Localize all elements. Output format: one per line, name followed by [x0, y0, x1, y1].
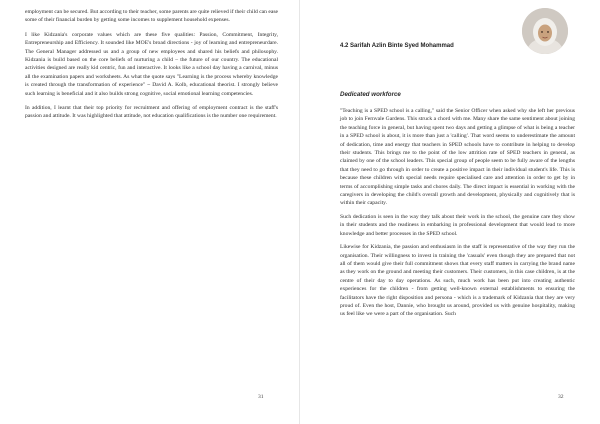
right-paragraph-1: "Teaching is a SPED school is a calling," said the Senior Officer when asked why she left her previous job to join Fernvale Gardens. This struck a chord with me. Many share the same sentiment about joining the teaching force in general, but having spent two days and getting a glimpse of what is being a teacher in a SPED school is about, it is more than just a 'calling'. That word seems to underestimate the amount of dedication, time and energy that teachers in SPED schools have to contribute in helping to develop their students. This brings me to the point of the low attrition rate of SPED teachers in general, as claimed by one of the school leaders. This special group of people seem to be fully aware of the lengths that they need to go through in order to create a positive impact in their individual student's life. This is because these children with special needs require specialised care and attention in order to get by in terms of accomplishing simple tasks and chores daily. The direct impact is essential in working with the caregivers in developing the child's overall growth and development, physically and cognitively that is within their capacity.	[340, 108, 575, 207]
section-subheading: Dedicated workforce	[340, 91, 401, 98]
page-number-right: 32	[558, 394, 564, 400]
right-paragraph-3: Likewise for Kidzania, the passion and enthusiasm in the staff is representative of the way they run the organisation. Their willingness to invest in training the 'casuals' even though they are prepared that not all of them would give their full commitment shows that every staff matters in carrying the brand name as they work on the ground and meeting their customers. Their customers, in this case children, is at the centre of their day to day operations. As such, much work has been put into creating authentic experiences for the children - from getting well-known external establishments to ensuring the facilitators have the right disposition and persona - which is a trademark of Kidzania that they are very proud of. Even the host, Dannie, who brought us around, provided us with genuine hospitality, making us feel like we were a part of the organisation. Such	[340, 244, 575, 318]
portrait-photo-icon	[522, 8, 568, 54]
right-body-text	[340, 107, 575, 324]
left-paragraph-2: I like Kidzania's corporate values which are these five qualities: Passion, Commitment, Integrity, Entrepreneurship and Efficiency. It sounded like MOE's broad directions - joy of learning and entrepreneurdare. The General Manager addressed us and a group of new employees and shared his beliefs and philosophy. Kidzania is build based on the core beliefs of nurturing a child – the future of our country. The educational activities designed are really kid centric, fun and interactive. It looks like a school day having a carnival, minus all the examination papers and worksheets. As what the quote says "Learning is the process whereby knowledge is created through the transformation of experience" ~ David A. Kolb, educational theorist. I strongly believe such learning is beneficial and it also builds strong cognitive, social emotional learning competencies.	[25, 31, 278, 97]
left-paragraph-1: employment can be secured. But according to their teacher, some parents are quite relieved if their child can ease some of their financial burden by getting some incomes to supplement household expenses.	[25, 9, 278, 24]
left-paragraph-3: In addition, I learnt that their top priority for recruitment and offering of employment contract is the staff's passion and attitude. It was highlighted that attitude, not education qualifications is the number one requirement.	[25, 105, 278, 120]
right-paragraph-2: Such dedication is seen in the way they talk about their work in the school, the genuine care they show in their students and the readiness in embarking in professional development that would lead to more knowledge and better processes in the SPED school.	[340, 213, 575, 237]
section-heading: 4.2 Sarifah Azlin Binte Syed Mohammad	[340, 43, 454, 49]
page-number-left: 31	[258, 394, 264, 400]
